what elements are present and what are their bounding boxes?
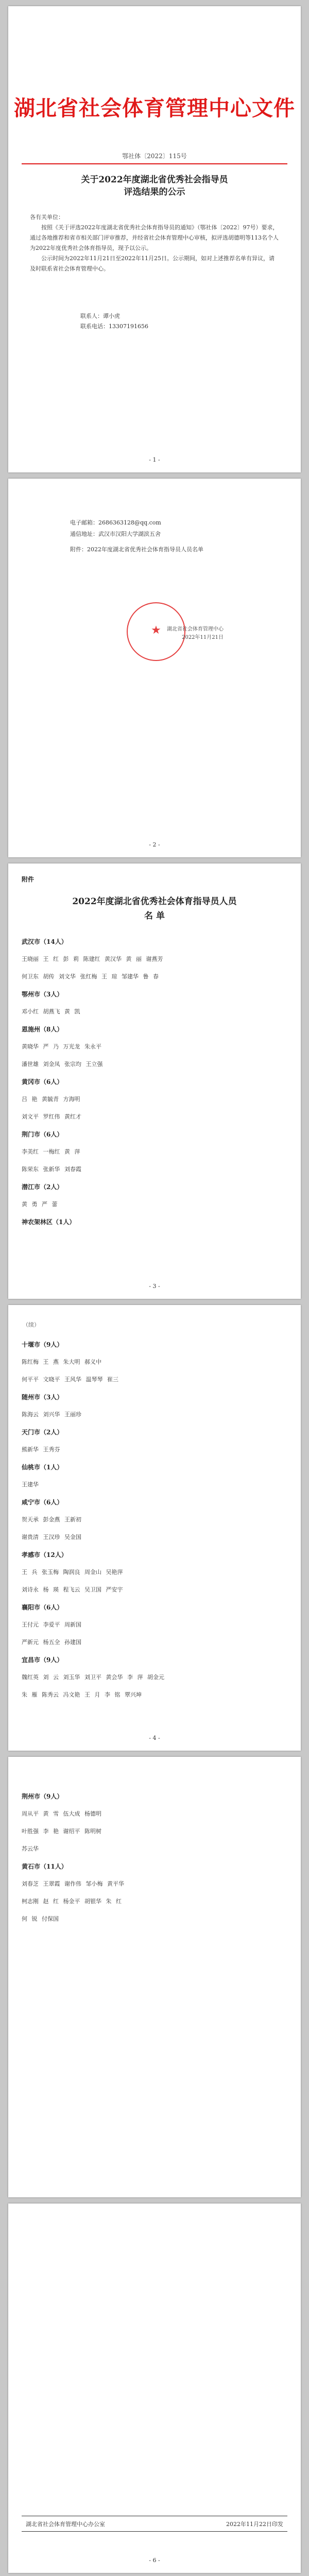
footer-date: 2022年11月22日印发 [226,2521,283,2528]
region-heading: 荆门市（6人） [22,1131,63,1138]
sign-date: 2022年11月21日 [182,635,224,640]
name-list [22,933,287,1231]
document-page-2 [8,479,301,857]
region-heading: 襄阳市（6人） [22,1604,63,1611]
footer-issuer: 湖北省社会体育管理中心办公室 [26,2521,105,2528]
contact-person: 联系人：谭小虎 [80,313,120,319]
red-divider [22,163,287,164]
region-heading: 黄石市（11人） [22,1863,67,1870]
name-list [22,1788,287,1928]
name-row: 王 兵 张玉梅 陶润良 周金山 吴艳萍 [22,1569,123,1575]
document-page-5 [8,1757,301,2197]
list-title-line2: 名 单 [144,911,165,921]
name-row: 何平平 文晓平 王风华 温琴琴 崔三 [22,1376,118,1383]
name-row: 贺天承 彭金燕 王新初 [22,1516,81,1523]
attachment-note: 附件：2022年度湖北省优秀社会体育指导员人员名单 [70,546,203,553]
document-page-4 [8,1305,301,1751]
region-heading: 荆州市（9人） [22,1793,63,1800]
name-row: 王晓丽 王 红 彭 莉 陈建红 黄汉华 黄 丽 谢燕芳 [22,956,163,962]
region-heading: 宜昌市（9人） [22,1656,63,1664]
seal-star-icon: ★ [151,624,161,637]
name-row: 黄晓华 严 乃 万光龙 朱永平 [22,1043,101,1050]
document-page-6 [8,2204,301,2573]
page-number: - 2 - [149,841,160,848]
notice-body [30,212,279,274]
region-heading: 天门市（2人） [22,1429,63,1436]
list-title [8,894,301,923]
name-row: 刘诗永 杨 瑛 程飞云 吴卫国 严安宇 [22,1586,123,1593]
name-row: 叶胜强 李 艳 谢绍平 陈明树 [22,1828,101,1835]
region-heading: 随州市（3人） [22,1394,63,1401]
document-number: 鄂社体〔2022〕115号 [122,152,187,160]
name-row: 潘世雄 刘金凤 张宗均 王立强 [22,1061,103,1067]
name-row: 陈海云 刘兴华 王丽珍 [22,1411,81,1418]
name-row: 柯志刚 赵 红 杨金平 胡银华 朱 红 [22,1898,122,1905]
name-row: 苏云华 [22,1845,39,1852]
notice-title [8,174,301,198]
region-heading: 神农架林区（1人） [22,1218,76,1226]
region-heading: 十堰市（9人） [22,1341,63,1348]
name-row: 谢贵清 王汉珍 吴金国 [22,1534,81,1540]
contact-email: 电子邮箱：2686363128@qq.com [70,519,161,526]
page-number: - 4 - [149,1735,160,1741]
name-list [22,1336,287,1704]
name-row: 何 锐 付保国 [22,1916,59,1922]
page-number: - 3 - [149,1283,160,1290]
attachment-label: 附件 [22,876,35,883]
body-paragraph-2: 公示时间为2022年11月21日至2022年11月25日。公示期间，如对上述推荐名单有异议，请及时联系省社会体育管理中心。 [30,255,274,272]
region-heading: 孝感市（12人） [22,1551,67,1558]
region-heading: 潜江市（2人） [22,1183,63,1191]
region-heading: 恩施州（8人） [22,1026,63,1033]
contact-block [80,311,148,332]
region-heading: 黄冈市（6人） [22,1078,63,1086]
notice-title-line2: 评选结果的公示 [124,187,185,197]
body-paragraph-1: 按照《关于评选2022年度湖北省优秀社会体育指导员的通知》（鄂社体〔2022〕97号）要求，通过各地推荐和省市相关部门评审推荐，并经省社会体育管理中心审核，拟评选胡德明等113名个人为2022年度优秀社会体育指导员，现予以公示。 [30,224,279,251]
salutation: 各有关单位： [30,214,64,221]
name-row: 王付元 李爱平 周新国 [22,1621,81,1628]
name-row: 刘文平 罗红伟 黄红才 [22,1113,81,1120]
document-page-3 [8,863,301,1299]
page-number: - 6 - [149,2557,160,2564]
name-row: 吕 艳 黄毓青 方海明 [22,1096,80,1103]
name-row: 黄 勇 严 蕾 [22,1201,58,1208]
name-row: 王建华 [22,1481,39,1488]
footer-bottom-rule [22,2531,287,2532]
name-row: 何卫东 胡传 刘文华 张红梅 王 琼 邹建华 鲁 春 [22,973,159,980]
name-row: 陈红梅 王 燕 朱大明 郝义中 [22,1359,101,1365]
name-row: 刘春芝 王翠霞 谢作伟 邹小梅 黄平华 [22,1880,124,1887]
signature-block [167,625,224,642]
name-row: 陈荣东 张新华 刘春霞 [22,1166,81,1173]
region-heading: 仙桃市（1人） [22,1464,63,1471]
name-row: 李美红 一梅红 黄 萍 [22,1148,80,1155]
region-heading: 鄂州市（3人） [22,991,63,998]
contact-phone: 联系电话：13307191656 [80,323,148,330]
name-row: 严新元 杨五全 孙建国 [22,1639,81,1646]
notice-title-line1: 关于2022年度湖北省优秀社会指导员 [81,175,228,185]
name-row: 朱 雁 陈秀云 冯文艳 王 月 李 铭 覃兴坤 [22,1691,142,1698]
page-number: - 1 - [149,456,160,463]
name-row: 熊新华 王秀芬 [22,1446,60,1453]
document-page-1 [8,6,301,472]
region-heading: 咸宁市（6人） [22,1499,63,1506]
sign-organization: 湖北省社会体育管理中心 [167,626,224,632]
contact-info [70,517,203,555]
contact-address: 通信地址：武汉市汉阳大学湖滨五舍 [70,531,161,537]
name-row: 魏红英 刘 云 刘玉华 刘卫平 黄会华 李 萍 胡金元 [22,1674,164,1681]
document-header-title: 湖北省社会体育管理中心文件 [14,96,295,121]
continued-label: （续） [23,1321,40,1328]
name-row: 邓小红 胡燕飞 黄 凯 [22,1008,80,1015]
list-title-line1: 2022年度湖北省优秀社会体育指导员人员 [72,896,237,907]
name-row: 周从平 黄 雪 伍大成 杨德明 [22,1810,101,1817]
region-heading: 武汉市（14人） [22,938,67,945]
